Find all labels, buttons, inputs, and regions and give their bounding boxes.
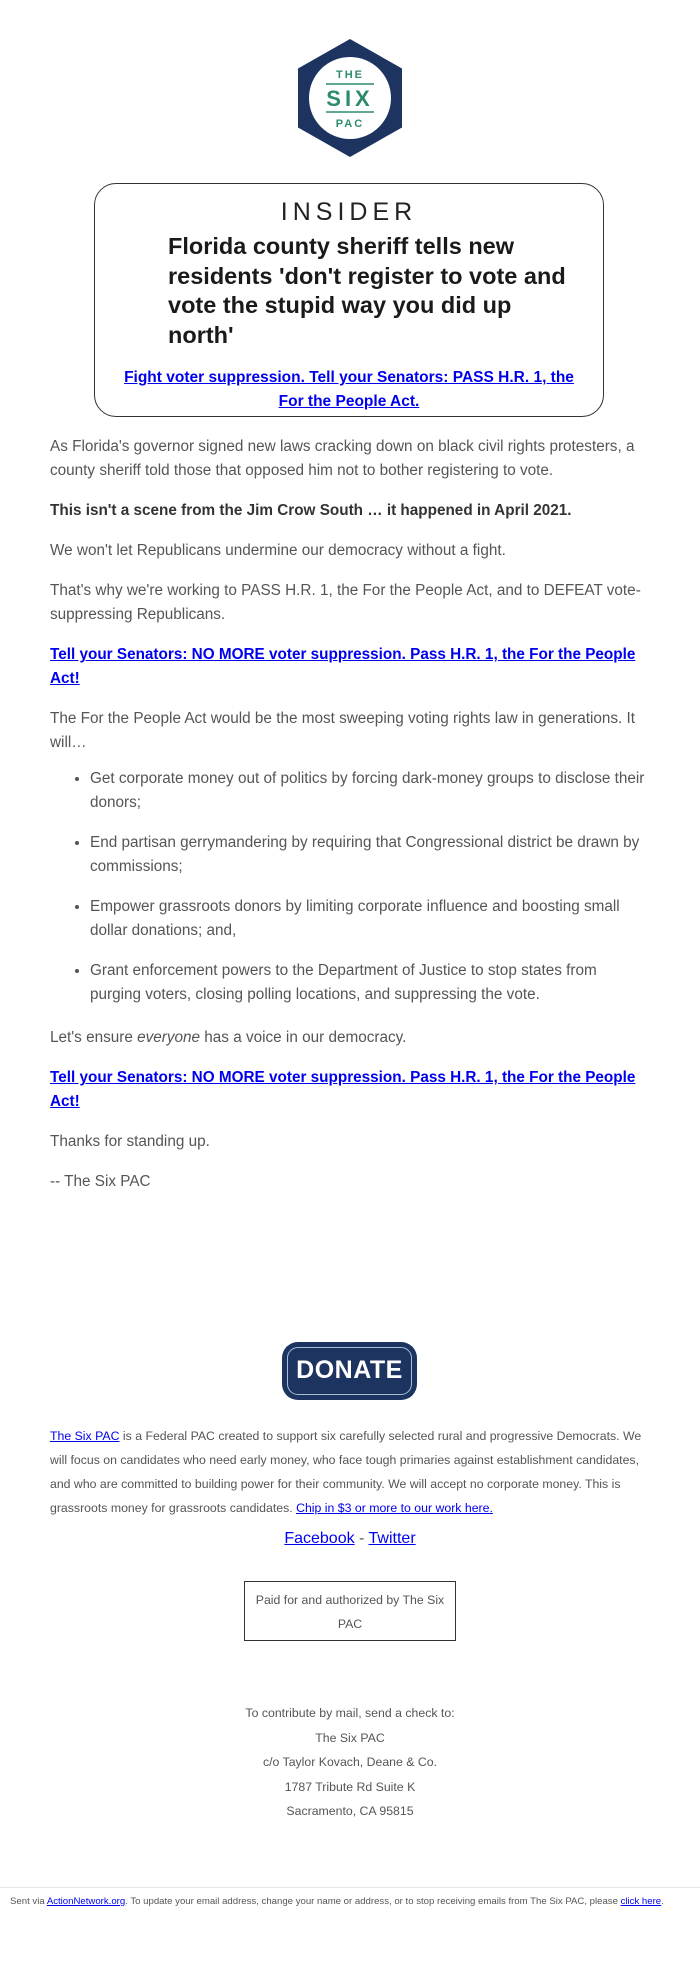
body-paragraph-7: Thanks for standing up. (50, 1133, 210, 1150)
mailing-address (0, 1701, 700, 1824)
paid-for-disclaimer: Paid for and authorized by The Six PAC (244, 1581, 456, 1641)
donate-button[interactable] (282, 1342, 417, 1400)
emphasis-everyone: everyone (137, 1029, 201, 1046)
facebook-link[interactable]: Facebook (284, 1530, 355, 1547)
social-separator: - (354, 1530, 369, 1547)
click-here-link[interactable]: click here (620, 1896, 662, 1907)
list-item: • Grant enforcement powers to the Department of Justice to stop states from purging voters, closing polling locations, and suppressing the vote. (90, 959, 650, 1007)
body-paragraph-6: Let's ensure everyone has a voice in our democracy. (50, 1029, 407, 1046)
list-item: • Get corporate money out of politics by forcing dark-money groups to disclose their donors; (90, 767, 650, 815)
act-benefits-list (50, 767, 650, 1023)
logo-text-pac: PAC (335, 118, 365, 130)
body-paragraph-3: We won't let Republicans undermine our democracy without a fight. (50, 542, 506, 559)
address-line: The Six PAC (315, 1730, 385, 1745)
signoff: -- The Six PAC (50, 1173, 151, 1190)
six-pac-logo (298, 39, 402, 157)
logo-text-six: SIX (326, 86, 374, 111)
address-line: c/o Taylor Kovach, Deane & Co. (262, 1755, 438, 1769)
list-item: • Empower grassroots donors by limiting corporate influence and boosting small dollar donations; and, (90, 895, 650, 943)
body-paragraph-bold: This isn't a scene from the Jim Crow South … it happened in April 2021. (50, 502, 572, 519)
footer-description: The Six PAC is a Federal PAC created to support six carefully selected rural and progressive Democrats. We will focus on candidates who need early money, who face tough primaries against establishment candidates, and who are committed to building power for their community. We will accept no corporate money. This is grassroots money for grassroots candidates. Chip in $3 or more to our work here. (50, 1429, 642, 1515)
social-links (0, 1530, 700, 1548)
fight-voter-suppression-link[interactable]: Fight voter suppression. Tell your Senators: PASS H.R. 1, the For the People Act. (124, 369, 574, 410)
logo-text-the: THE (336, 69, 364, 81)
address-line: 1787 Tribute Rd Suite K (284, 1779, 416, 1794)
insider-article-card[interactable] (94, 183, 604, 417)
body-paragraph-1: As Florida's governor signed new laws cracking down on black civil rights protesters, a county sheriff told those that opposed him not to bother registering to vote. (50, 438, 635, 479)
body-paragraph-5: The For the People Act would be the most sweeping voting rights law in generations. It will… (50, 710, 636, 751)
tell-senators-link-2[interactable]: Tell your Senators: NO MORE voter suppression. Pass H.R. 1, the For the People Act! (50, 1069, 636, 1110)
address-line: Sacramento, CA 95815 (286, 1804, 414, 1818)
address-intro: To contribute by mail, send a check to: (245, 1706, 455, 1720)
chip-in-link[interactable]: Chip in $3 or more to our work here. (296, 1501, 493, 1515)
insider-wordmark: INSIDER (280, 198, 418, 226)
tell-senators-link-1[interactable]: Tell your Senators: NO MORE voter suppression. Pass H.R. 1, the For the People Act! (50, 646, 636, 687)
article-headline: Florida county sheriff tells new residents 'don't register to vote and vote the stupid way you did up north' (168, 233, 566, 348)
cta-paragraph-1 (50, 643, 650, 691)
footer-divider (0, 1887, 700, 1888)
list-item: • End partisan gerrymandering by requiring that Congressional district be drawn by commissions; (90, 831, 650, 879)
donate-button-label: DONATE (287, 1347, 412, 1395)
action-network-link[interactable]: ActionNetwork.org (46, 1896, 126, 1907)
cta-paragraph-2 (50, 1066, 650, 1114)
twitter-link[interactable]: Twitter (368, 1530, 416, 1547)
body-paragraph-4: That's why we're working to PASS H.R. 1, the For the People Act, and to DEFEAT vote-suppressing Republicans. (50, 582, 641, 623)
unsubscribe-note: Sent via ActionNetwork.org. To update your email address, change your name or address, or to stop receiving emails from The Six PAC, please click here. (10, 1896, 664, 1907)
six-pac-link[interactable]: The Six PAC (50, 1429, 120, 1443)
